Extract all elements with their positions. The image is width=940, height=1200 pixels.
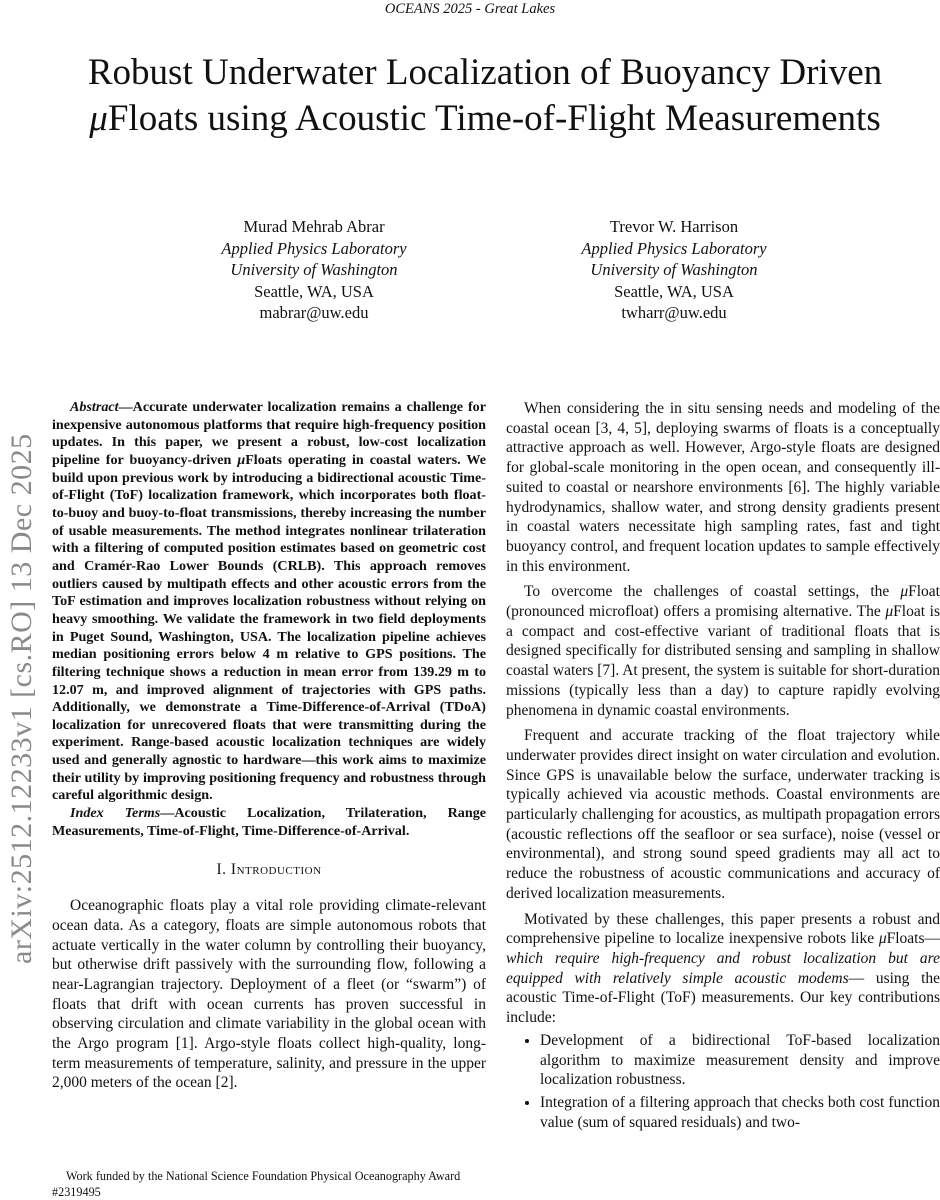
author-email[interactable]: twharr@uw.edu: [621, 303, 727, 322]
abstract: [52, 399, 486, 805]
intro-paragraph-2: When considering the in situ sensing needs and modeling of the coastal ocean [3, 4, 5], deploying swarms of floats is a conceptually attractive approach as well. However, Argo-style floats are designed for global-scale monitoring in the open ocean, and consequently ill-suited to coastal or nearshore environments [6]. The highly variable hydrodynamics, shallow water, and strong density gradients present in coastal waters necessitate high sampling rates, fast and tight buoyancy control, and frequent location updates to sample effectively in this environment.: [506, 400, 940, 575]
right-column: [506, 399, 940, 1132]
p3-text-c: Float is a compact and cost-effective variant of traditional floats that is designed specifically for distributed sensing and sampling in shallow coastal waters [7]. At present, the system is suitable for short-duration missions (typically less than a day) to capture rapidly evolving phenomena in dynamic coastal environments.: [506, 603, 940, 719]
p5-text-a: Motivated by these challenges, this paper presents a robust and comprehensive pipeline to localize inexpensive robots like: [506, 910, 940, 948]
contributions-list: [506, 1031, 940, 1133]
author-lab: Applied Physics Laboratory: [221, 238, 407, 258]
abstract-text-a: —Accurate underwater localization remains a challenge for inexpensive autonomous platforms that require high-frequency position updates. In this paper, we present a robust, low-cost localization pipeline for buoyancy-driven: [52, 399, 486, 468]
author-block-1: [164, 216, 464, 324]
intro-paragraph-3: [506, 582, 940, 720]
intro-paragraph-5: [506, 910, 940, 1028]
list-item: • Integration of a filtering approach that checks both cost function value (sum of squared residuals) and two-: [540, 1093, 940, 1132]
title-mu-symbol: μ: [89, 98, 108, 139]
index-terms: [52, 805, 486, 840]
author-city: Seattle, WA, USA: [254, 281, 374, 301]
author-name: Murad Mehrab Abrar: [243, 217, 385, 236]
intro-paragraph-1: Oceanographic floats play a vital role providing climate-relevant ocean data. As a category, floats are simple autonomous robots that actuate vertically in the water column by controlling their buoyancy, but otherwise drift passively with the surrounding flow, following a near-Lagrangian trajectory. Deployment of a fleet (or “swarm”) of floats that drift with ocean currents has proven successful in observing circulation and climate variability in the global ocean with the Argo program [1]. Argo-style floats collect high-quality, long-term measurements of temperature, salinity, and pressure in the upper 2,000 meters of the ocean [2].: [52, 897, 486, 1092]
section-number: I.: [216, 861, 231, 879]
author-lab: Applied Physics Laboratory: [581, 238, 767, 258]
mu-symbol: μ: [878, 930, 887, 948]
title-part2: Floats using Acoustic Time-of-Flight Measurements: [107, 98, 881, 139]
mu-symbol: μ: [900, 583, 909, 601]
section-heading-introduction: [52, 860, 486, 880]
funding-footnote: Work funded by the National Science Foundation Physical Oceanography Award #2319495: [52, 1169, 461, 1199]
abstract-label: Abstract: [70, 399, 119, 415]
author-university: University of Washington: [590, 260, 758, 279]
abstract-mu-symbol: μ: [237, 451, 246, 468]
left-column: [52, 399, 486, 1093]
section-title: Introduction: [230, 861, 322, 879]
venue-header: OCEANS 2025 - Great Lakes: [384, 1, 556, 17]
index-terms-label: Index Terms: [70, 805, 161, 822]
title-part1: Robust Underwater Localization of Buoyancy Driven: [87, 52, 883, 93]
author-block-2: [524, 216, 824, 324]
index-terms-text: —Acoustic Localization, Trilateration, Range Measurements, Time-of-Flight, Time-Difference-of-Arrival.: [52, 805, 486, 839]
p3-text-b: Float (pronounced microfloat) offers a promising alternative. The: [506, 583, 940, 621]
author-email[interactable]: mabrar@uw.edu: [259, 303, 369, 322]
arxiv-identifier[interactable]: arXiv:2512.12233v1 [cs.RO] 13 Dec 2025: [5, 433, 38, 964]
list-item: • Development of a bidirectional ToF-based localization algorithm to maximize measurement density and improve localization robustness.: [540, 1031, 940, 1090]
author-city: Seattle, WA, USA: [614, 281, 734, 301]
mu-symbol: μ: [885, 603, 894, 621]
intro-paragraph-4: Frequent and accurate tracking of the float trajectory while underwater provides direct insight on water circulation and evolution. Since GPS is unavailable below the surface, underwater tracking is typically achieved via acoustic methods. Coastal environments are particularly challenging for acoustics, as multipath propagation errors (acoustic reflections off the seafloor or sea surface), noise (vessel or environmental), and strong sound speed gradients may all act to reduce the robustness of acoustic communications and accuracy of derived localization measurements.: [506, 727, 940, 902]
p5-text-c: — using the acoustic Time-of-Flight (ToF) measurements. Our key contributions include:: [506, 969, 940, 1027]
author-name: Trevor W. Harrison: [609, 217, 739, 236]
p3-text-a: To overcome the challenges of coastal settings, the: [524, 583, 901, 601]
p5-text-b: Floats—: [886, 930, 940, 948]
p5-italic-text: which require high-frequency and robust localization but are equipped with relatively simple acoustic modems: [506, 949, 940, 987]
abstract-text-b: Floats operating in coastal waters. We build upon previous work by introducing a bidirectional acoustic Time-of-Flight (ToF) localization framework, which incorporates both float-to-buoy and buoy-to-float transmissions, thereby increasing the number of usable measurements. The method integrates nonlinear trilateration with a filtering of computed position estimates based on geometric cost and Cramér-Rao Lower Bounds (CRLB). This approach removes outliers caused by multipath effects and other acoustic errors from the ToF estimation and improves localization robustness without relying on heavy smoothing. We validate the framework in two field deployments in Puget Sound, Washington, USA. The localization pipeline achieves median positioning errors below 4 m relative to GPS positions. The filtering technique shows a reduction in mean error from 139.29 m to 12.07 m, and improved alignment of trajectories with GPS paths. Additionally, we demonstrate a Time-Difference-of-Arrival (TDoA) localization for unrecovered floats that were transmitting during the experiment. Range-based acoustic localization techniques are widely used and generally agnostic to hardware—this work aims to maximize their utility by improving positioning frequency and robustness through careful algorithmic design.: [52, 451, 486, 804]
author-university: University of Washington: [230, 260, 398, 279]
paper-title: [70, 50, 900, 142]
